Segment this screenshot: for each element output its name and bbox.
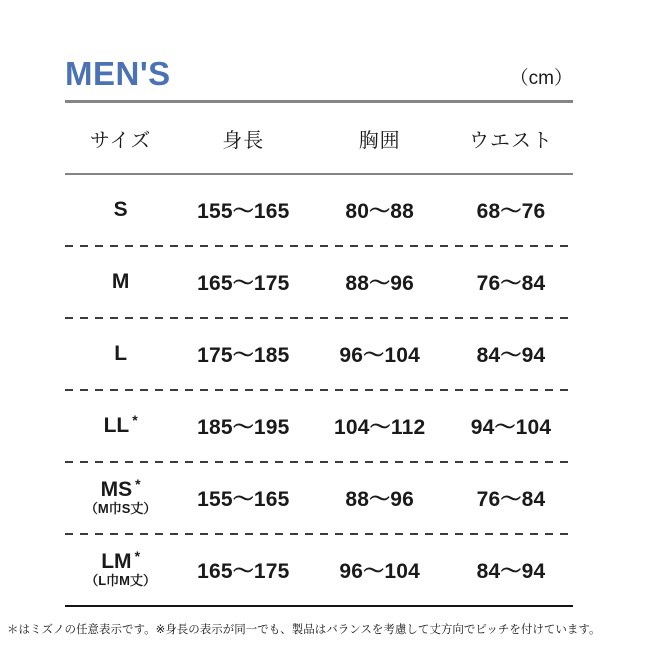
size-cell — [65, 270, 176, 294]
chest-cell: 96〜104 — [339, 344, 420, 367]
size-label-group — [85, 547, 157, 589]
asterisk-mark: * — [132, 412, 138, 428]
table-header-row — [65, 103, 573, 173]
size-label: S — [113, 198, 128, 221]
waist-cell: 76〜84 — [476, 272, 546, 295]
size-cell — [65, 414, 176, 438]
chest-cell: 88〜96 — [345, 272, 415, 295]
chest-cell: 88〜96 — [345, 488, 415, 511]
size-label: M — [111, 270, 130, 293]
size-sub-label: （L巾M丈） — [85, 573, 157, 589]
column-header-size: サイズ — [89, 129, 152, 152]
chest-cell: 80〜88 — [345, 200, 415, 223]
height-cell: 155〜165 — [197, 488, 290, 511]
column-header-waist: ウエスト — [469, 129, 553, 152]
page-title: MEN'S — [65, 55, 171, 92]
waist-cell: 76〜84 — [476, 488, 546, 511]
table-row-ms — [65, 463, 573, 533]
table-row-s — [65, 175, 573, 245]
waist-cell: 68〜76 — [476, 200, 546, 223]
size-label: LM — [101, 549, 132, 573]
height-cell: 155〜165 — [197, 200, 290, 223]
waist-cell: 94〜104 — [470, 416, 552, 439]
waist-cell: 84〜94 — [476, 560, 546, 583]
table-row-lm — [65, 535, 573, 605]
column-header-height: 身長 — [222, 129, 265, 152]
bottom-rule — [65, 605, 573, 607]
table-row-l — [65, 319, 573, 389]
height-cell: 175〜185 — [197, 344, 290, 367]
asterisk-mark: * — [134, 547, 141, 564]
size-cell — [65, 475, 176, 518]
table-row-m — [65, 247, 573, 317]
size-cell — [65, 198, 176, 222]
unit-label: （cm） — [509, 68, 573, 89]
chest-cell: 96〜104 — [339, 560, 420, 583]
height-cell: 165〜175 — [197, 272, 290, 295]
size-sub-label: （M巾S丈） — [84, 501, 157, 517]
table-row-ll — [65, 391, 573, 461]
footnote: ＊はミズノの任意表示です。※身長の表示が同一でも、製品はバランスを考慮して丈方向でピッチを付けています。 — [7, 624, 601, 636]
size-label: LL — [103, 414, 130, 437]
waist-cell: 84〜94 — [476, 344, 546, 367]
size-cell — [65, 547, 176, 590]
chest-cell: 104〜112 — [334, 416, 426, 439]
size-label-group — [84, 475, 157, 517]
title-row — [65, 0, 573, 100]
size-chart-content — [65, 0, 573, 607]
height-cell: 185〜195 — [197, 416, 290, 439]
column-header-chest: 胸囲 — [358, 129, 401, 152]
size-cell — [65, 342, 176, 366]
size-label: L — [114, 342, 128, 365]
asterisk-mark: * — [135, 475, 141, 492]
height-cell: 165〜175 — [197, 560, 290, 583]
size-label: MS — [100, 477, 133, 501]
